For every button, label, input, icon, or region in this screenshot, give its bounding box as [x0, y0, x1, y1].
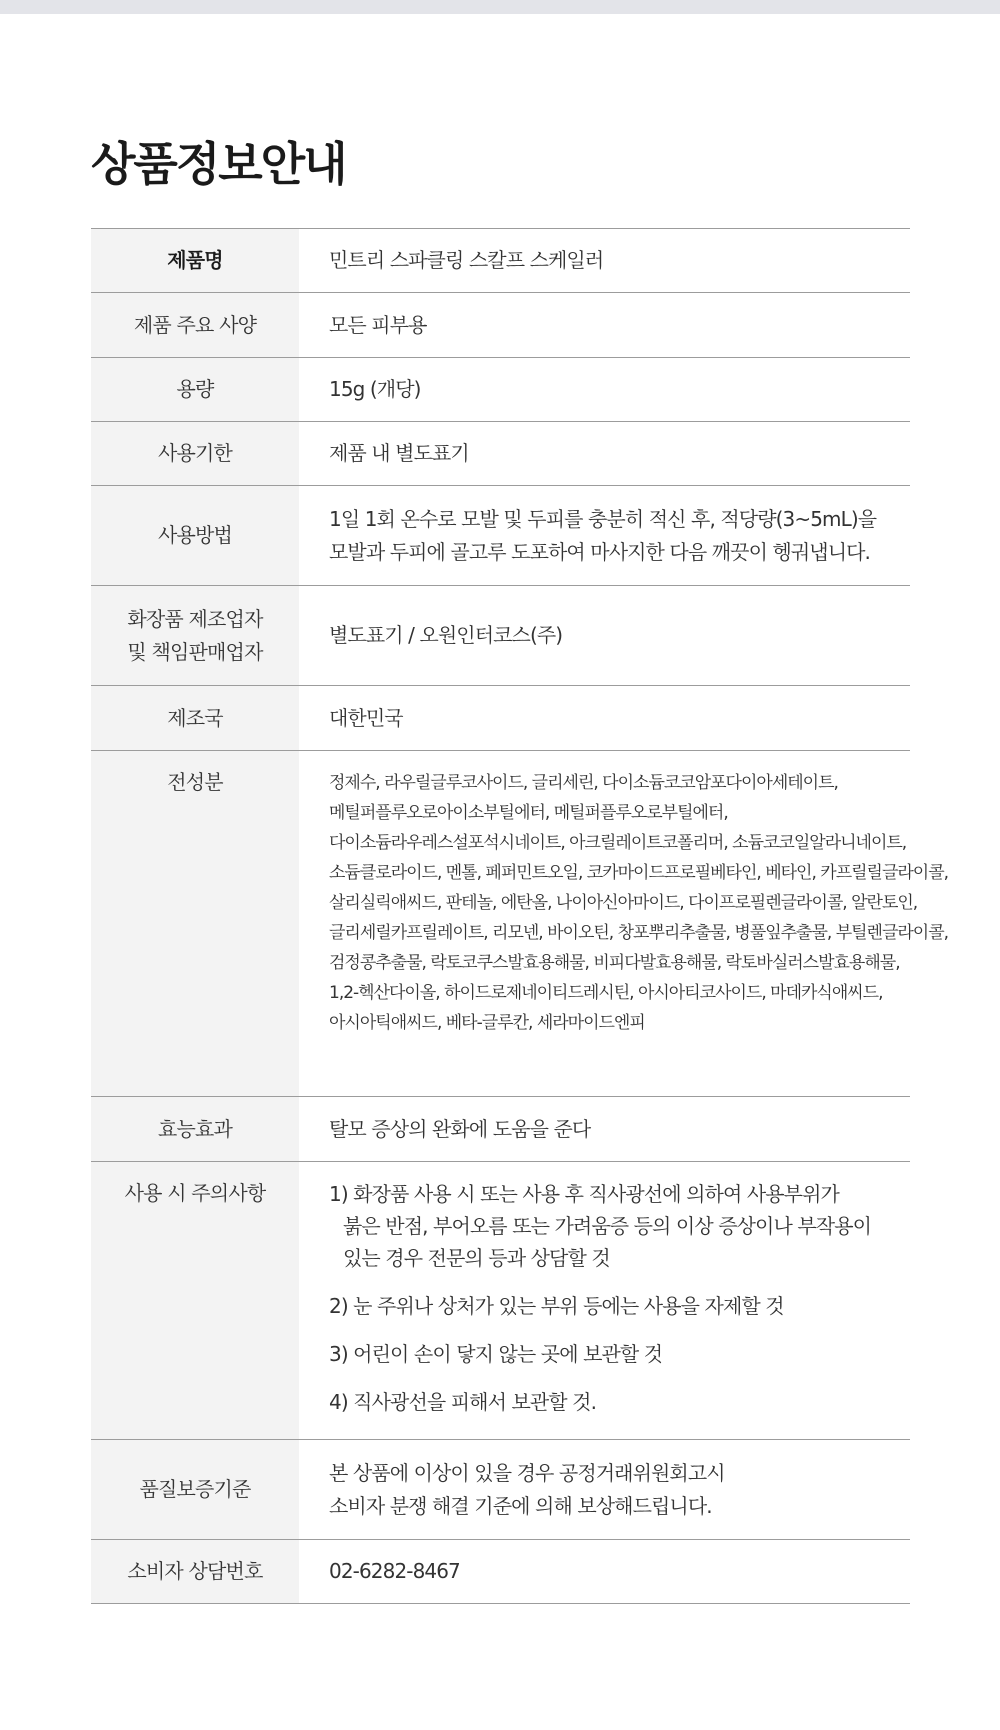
top-bar	[0, 0, 1000, 14]
usage-line: 모발과 두피에 골고루 도포하여 마사지한 다음 깨끗이 헹궈냅니다.	[329, 539, 870, 564]
main-spec-text: 모든 피부용	[329, 312, 427, 337]
caution-line: 1) 화장품 사용 시 또는 사용 후 직사광선에 의하여 사용부위가	[329, 1182, 839, 1206]
expiry-value	[299, 422, 910, 485]
row-usage	[91, 486, 910, 586]
row-cautions	[91, 1162, 910, 1440]
ingredients-line: 검정콩추출물, 락토코쿠스발효용해물, 비피다발효용해물, 락토바실러스발효용해물,	[329, 953, 900, 973]
row-phone	[91, 1540, 910, 1604]
main-spec-value	[299, 293, 910, 357]
caution-item	[329, 1178, 910, 1274]
usage-line: 1일 1회 온수로 모발 및 두피를 충분히 적신 후, 적당량(3~5mL)을	[329, 506, 877, 531]
caution-line: 4) 직사광선을 피해서 보관할 것.	[329, 1390, 597, 1414]
quality-line: 소비자 분쟁 해결 기준에 의해 보상해드립니다.	[329, 1493, 712, 1518]
cautions-value	[299, 1162, 910, 1439]
manufacturer-label-line: 화장품 제조업자	[127, 606, 263, 631]
main-spec-label: 제품 주요 사양	[91, 293, 299, 357]
row-manufacturer	[91, 586, 910, 686]
country-text: 대한민국	[329, 705, 403, 730]
usage-label: 사용방법	[91, 486, 299, 585]
caution-line: 있는 경우 전문의 등과 상담할 것	[343, 1246, 610, 1270]
ingredients-line: 메틸퍼플루오로아이소부틸에터, 메틸퍼플루오로부틸에터,	[329, 803, 728, 823]
cautions-label: 사용 시 주의사항	[91, 1162, 299, 1439]
ingredients-line: 글리세릴카프릴레이트, 리모넨, 바이오틴, 창포뿌리추출물, 병풀잎추출물, 부틸렌글라이콜,	[329, 923, 949, 943]
capacity-text: 15g (개당)	[329, 377, 421, 401]
effect-label: 효능효과	[91, 1097, 299, 1161]
manufacturer-label-line: 및 책임판매업자	[127, 639, 263, 664]
row-country	[91, 686, 910, 751]
ingredients-label: 전성분	[91, 751, 299, 1096]
caution-line: 붉은 반점, 부어오름 또는 가려움증 등의 이상 증상이나 부작용이	[343, 1214, 872, 1238]
caution-line: 3) 어린이 손이 닿지 않는 곳에 보관할 것	[329, 1342, 663, 1366]
product-name-text: 민트리 스파클링 스칼프 스케일러	[329, 248, 604, 272]
caution-line: 2) 눈 주위나 상처가 있는 부위 등에는 사용을 자제할 것	[329, 1294, 784, 1318]
ingredients-line: 1,2-헥산다이올, 하이드로제네이티드레시틴, 아시아티코사이드, 마데카식애씨드,	[329, 983, 883, 1003]
quality-line: 본 상품에 이상이 있을 경우 공정거래위원회고시	[329, 1460, 725, 1485]
product-name-label: 제품명	[91, 229, 299, 292]
row-effect	[91, 1097, 910, 1162]
caution-item	[329, 1386, 910, 1418]
ingredients-line: 아시아틱애씨드, 베타-글루칸, 세라마이드엔피	[329, 1013, 645, 1033]
expiry-label: 사용기한	[91, 422, 299, 485]
ingredients-value	[299, 751, 948, 1096]
page-title: 상품정보안내	[91, 137, 346, 191]
expiry-text: 제품 내 별도표기	[329, 441, 469, 465]
row-ingredients	[91, 751, 949, 1097]
phone-number: 02-6282-8467	[329, 1559, 460, 1583]
effect-text: 탈모 증상의 완화에 도움을 준다	[329, 1116, 591, 1141]
product-info-table	[91, 228, 949, 1604]
caution-item	[329, 1290, 910, 1322]
capacity-value	[299, 358, 910, 421]
phone-value	[299, 1540, 910, 1603]
quality-label: 품질보증기준	[91, 1440, 299, 1539]
row-quality	[91, 1440, 910, 1540]
ingredients-line: 살리실릭애씨드, 판테놀, 에탄올, 나이아신아마이드, 다이프로필렌글라이콜, 알란토인,	[329, 893, 918, 913]
usage-value	[299, 486, 910, 585]
row-product-name	[91, 229, 910, 293]
country-label: 제조국	[91, 686, 299, 750]
effect-value	[299, 1097, 910, 1161]
manufacturer-text: 별도표기 / 오원인터코스(주)	[329, 623, 563, 647]
ingredients-line: 소듐클로라이드, 멘톨, 페퍼민트오일, 코카마이드프로필베타인, 베타인, 카프릴릴글라이콜,	[329, 863, 949, 883]
ingredients-line: 정제수, 라우릴글루코사이드, 글리세린, 다이소듐코코암포다이아세테이트,	[329, 773, 838, 793]
capacity-label: 용량	[91, 358, 299, 421]
product-name-value	[299, 229, 910, 292]
quality-value	[299, 1440, 910, 1539]
row-capacity	[91, 358, 910, 422]
manufacturer-value	[299, 586, 910, 685]
country-value	[299, 686, 910, 750]
caution-item	[329, 1338, 910, 1370]
phone-label: 소비자 상담번호	[91, 1540, 299, 1603]
row-expiry	[91, 422, 910, 486]
manufacturer-label	[91, 586, 299, 685]
row-main-spec	[91, 293, 910, 358]
ingredients-line: 다이소듐라우레스설포석시네이트, 아크릴레이트코폴리머, 소듐코코일알라니네이트,	[329, 833, 907, 853]
